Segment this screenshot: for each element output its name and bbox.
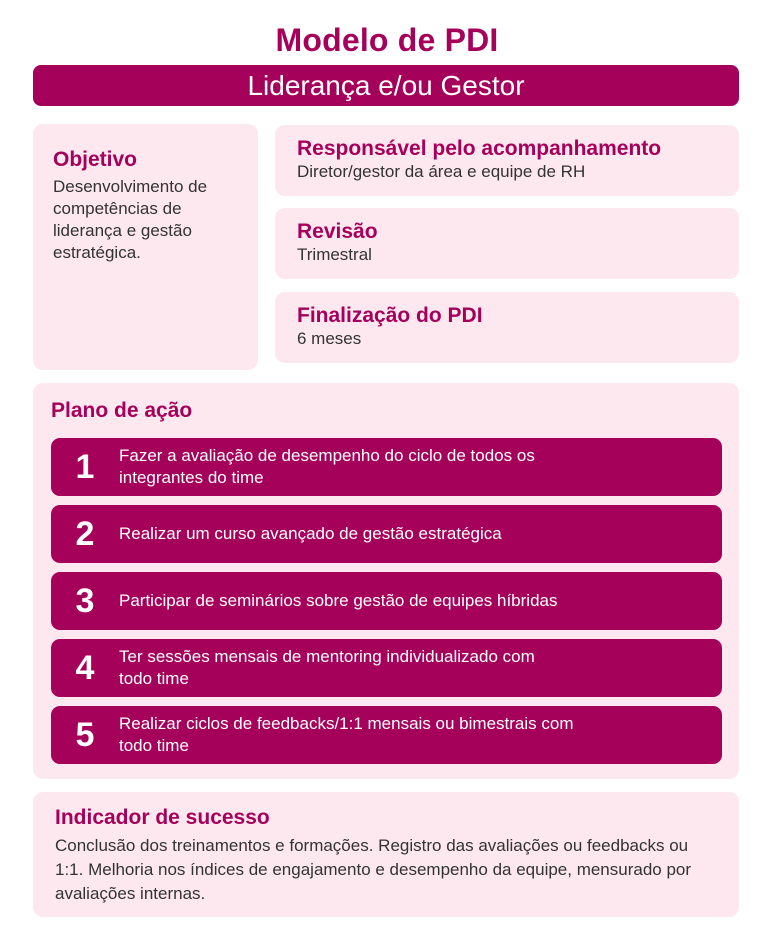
objetivo-card <box>33 124 258 370</box>
revisao-title: Revisão <box>297 220 378 243</box>
plano-de-acao-card <box>33 383 739 779</box>
step-text: Ter sessões mensais de mentoring individualizado com todo time <box>119 647 535 688</box>
finalizacao-card <box>275 292 739 363</box>
step-number: 3 <box>75 581 95 620</box>
objetivo-title: Objetivo <box>53 148 138 171</box>
objetivo-text: Desenvolvimento de competências de liderança e gestão estratégica. <box>53 177 208 262</box>
responsavel-title: Responsável pelo acompanhamento <box>297 137 662 160</box>
step-number: 5 <box>75 715 95 754</box>
action-step <box>51 706 722 764</box>
step-number: 2 <box>75 514 95 553</box>
step-text: Participar de seminários sobre gestão de equipes híbridas <box>119 591 558 610</box>
revisao-card <box>275 208 739 279</box>
page-title: Modelo de PDI <box>275 22 499 58</box>
finalizacao-title: Finalização do PDI <box>297 304 483 327</box>
responsavel-text: Diretor/gestor da área e equipe de RH <box>297 162 586 181</box>
page-subtitle: Liderança e/ou Gestor <box>33 65 739 106</box>
action-step <box>51 639 722 697</box>
action-step <box>51 438 722 496</box>
step-number: 1 <box>75 447 95 486</box>
step-number: 4 <box>75 648 95 687</box>
finalizacao-text: 6 meses <box>297 329 362 348</box>
action-step <box>51 572 722 630</box>
indicador-title: Indicador de sucesso <box>55 806 270 829</box>
revisao-text: Trimestral <box>297 245 372 264</box>
action-step <box>51 505 722 563</box>
responsavel-card <box>275 125 739 196</box>
indicador-card <box>33 792 739 917</box>
step-text: Realizar um curso avançado de gestão estratégica <box>119 524 502 543</box>
plano-title: Plano de ação <box>51 399 193 422</box>
step-text: Fazer a avaliação de desempenho do ciclo de todos os integrantes do time <box>119 446 535 487</box>
step-text: Realizar ciclos de feedbacks/1:1 mensais ou bimestrais com todo time <box>119 714 574 755</box>
indicador-text: Conclusão dos treinamentos e formações. Registro das avaliações ou feedbacks ou 1:1. Melhoria nos índices de engajamento e desempenho da equipe, mensurado por avaliações internas. <box>55 836 692 903</box>
